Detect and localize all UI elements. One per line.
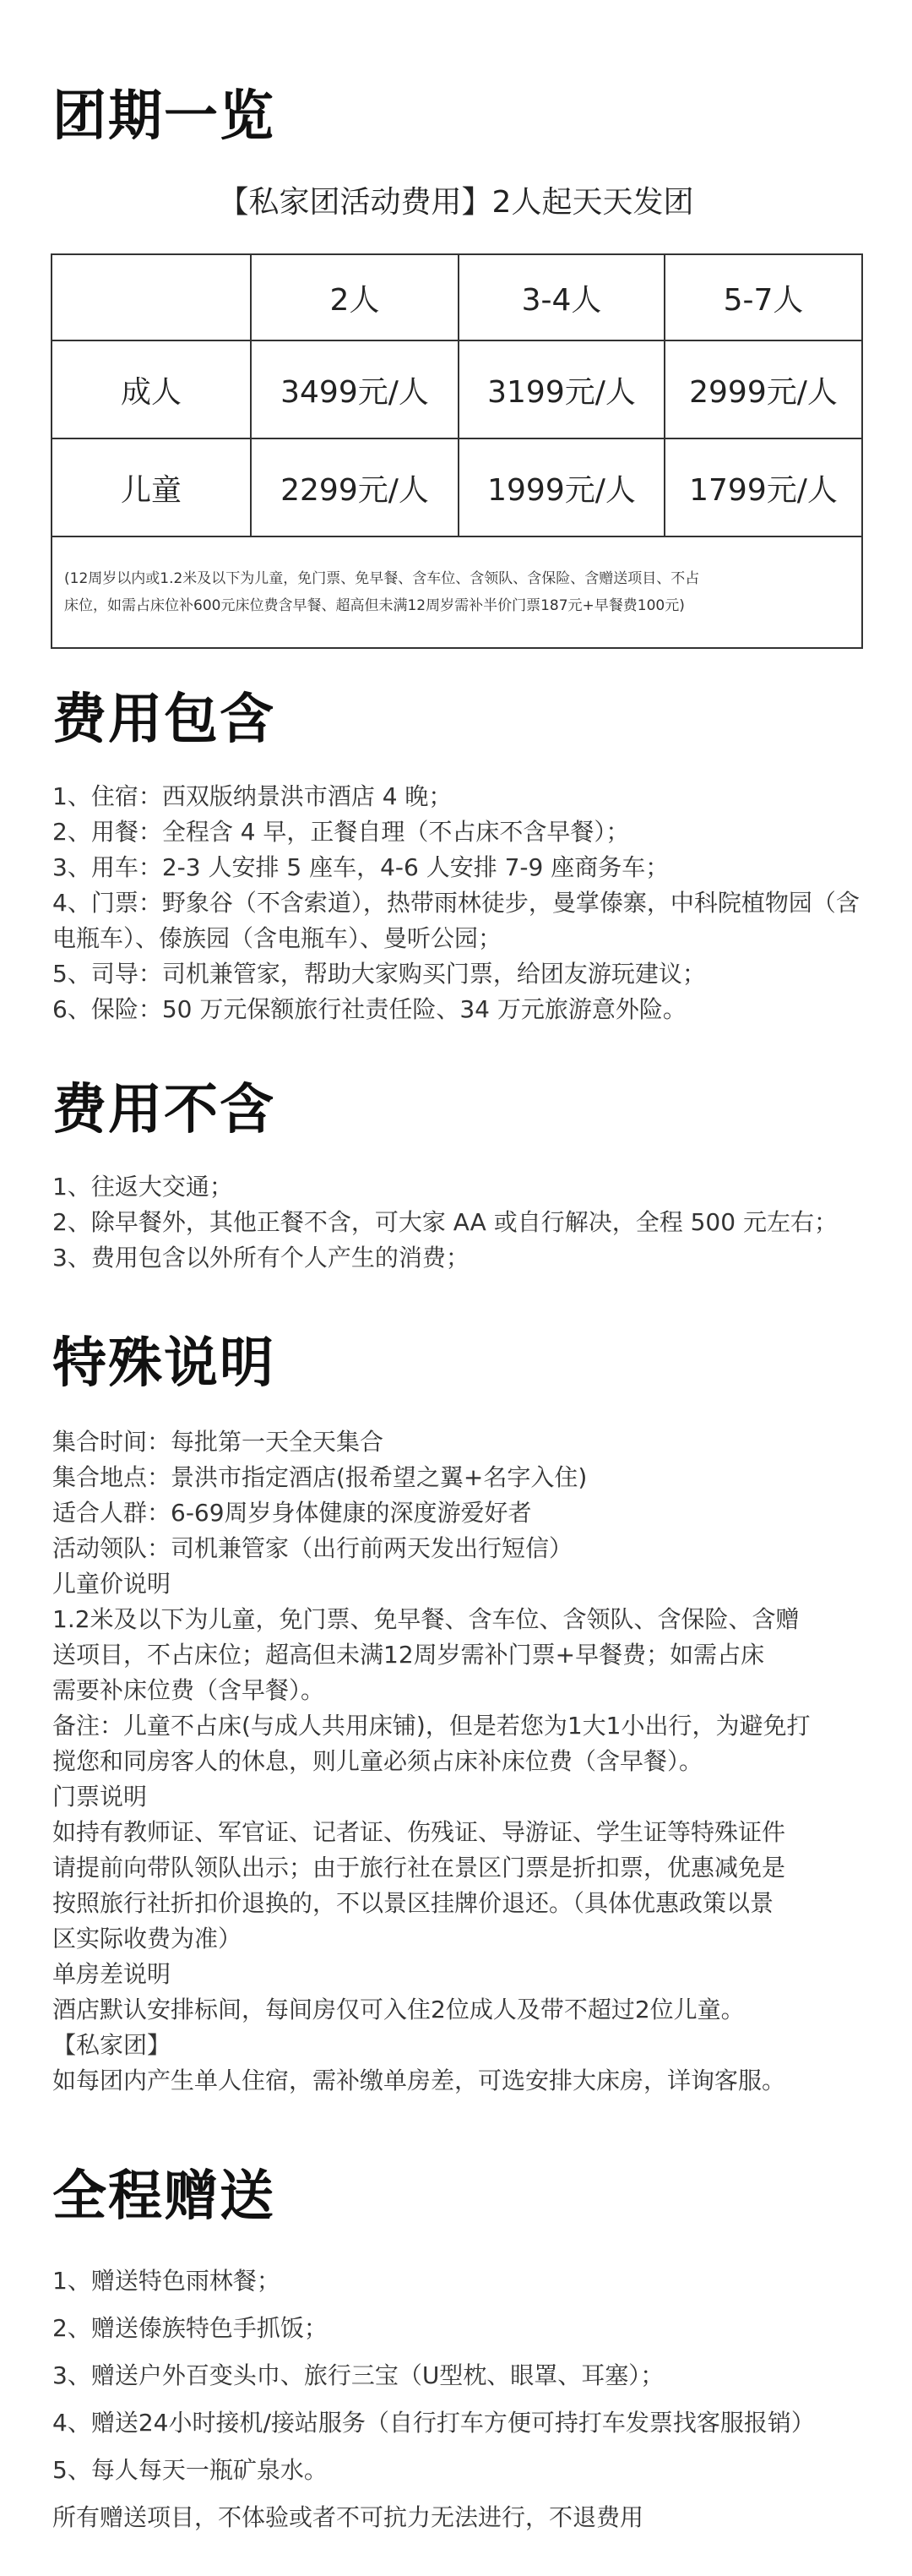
- note-line: 床位，如需占床位补600元床位费含早餐、超高但未满12周岁需补半价门票187元+早餐费100元): [64, 597, 685, 614]
- list-item: 1、往返大交通；: [52, 1173, 233, 1201]
- list-item: 4、门票：野象谷（不含索道），热带雨林徒步，曼掌傣寨，中科院植物园（含: [52, 889, 860, 917]
- table-header-cell: [52, 254, 251, 340]
- table-header-row: [52, 254, 862, 340]
- note-line: 如每团内产生单人住宿，需补缴单房差，可选安排大床房，详询客服。: [52, 2067, 786, 2094]
- table-row: [52, 340, 862, 438]
- excluded-title: 费用不含: [52, 1078, 275, 1141]
- note-heading: 门票说明: [52, 1783, 148, 1811]
- note-line: (12周岁以内或1.2米及以下为儿童，免门票、免早餐、含车位、含领队、含保险、含赠送项目、不占: [64, 570, 700, 587]
- price-table: [51, 253, 863, 649]
- list-item: 5、每人每天一瓶矿泉水。: [52, 2456, 328, 2484]
- price-subtitle: 【私家团活动费用】2人起天天发团: [218, 185, 694, 220]
- table-note-row: [52, 536, 862, 648]
- note-line: 备注：儿童不占床(与成人共用床铺)，但是若您为1大1小出行，为避免打: [52, 1712, 811, 1740]
- list-item: 5、司导：司机兼管家，帮助大家购买门票，给团友游玩建议；: [52, 960, 706, 988]
- note-line: 活动领队：司机兼管家（出行前两天发出行短信）: [52, 1534, 573, 1562]
- note-line: 按照旅行社折扣价退换的，不以景区挂牌价退还。（具体优惠政策以景: [52, 1889, 774, 1917]
- price-cell: 3199元/人: [459, 340, 665, 438]
- list-item: 2、除早餐外，其他正餐不含，可大家 AA 或自行解决，全程 500 元左右；: [52, 1208, 838, 1236]
- child-policy-note: [52, 536, 862, 648]
- row-label-child: 儿童: [52, 438, 251, 536]
- list-item: 1、住宿：西双版纳景洪市酒店 4 晚；: [52, 782, 453, 810]
- schedule-title: 团期一览: [52, 84, 275, 148]
- price-cell: 1999元/人: [459, 438, 665, 536]
- list-item: 4、赠送24小时接机/接站服务（自行打车方便可持打车发票找客服报销）: [52, 2409, 815, 2437]
- price-cell: 1799元/人: [665, 438, 862, 536]
- note-line: 酒店默认安排标间，每间房仅可入住2位成人及带不超过2位儿童。: [52, 1996, 745, 2023]
- note-heading: 单房差说明: [52, 1960, 171, 1988]
- note-line: 集合时间：每批第一天全天集合: [52, 1428, 384, 1456]
- note-line: 集合地点：景洪市指定酒店(报希望之翼+名字入住): [52, 1463, 588, 1491]
- list-item: 2、赠送傣族特色手抓饭；: [52, 2314, 328, 2342]
- list-item: 1、赠送特色雨林餐；: [52, 2267, 280, 2295]
- note-heading: 【私家团】: [52, 2031, 171, 2059]
- note-line: 1.2米及以下为儿童，免门票、免早餐、含车位、含领队、含保险、含赠: [52, 1605, 800, 1633]
- special-title: 特殊说明: [52, 1332, 275, 1395]
- special-notes: [52, 1424, 863, 2099]
- note-line: 区实际收费为准）: [52, 1925, 242, 1952]
- gifts-list: [52, 2257, 863, 2541]
- table-header-cell: 2人: [251, 254, 459, 340]
- gifts-footnote: 所有赠送项目，不体验或者不可抗力无法进行，不退费用: [52, 2503, 644, 2531]
- note-line: 适合人群：6-69周岁身体健康的深度游爱好者: [52, 1499, 532, 1527]
- price-cell: 2299元/人: [251, 438, 459, 536]
- note-line: 请提前向带队领队出示；由于旅行社在景区门票是折扣票，优惠减免是: [52, 1854, 786, 1882]
- note-line: 搅您和同房客人的休息，则儿童必须占床补床位费（含早餐）。: [52, 1747, 703, 1775]
- excluded-list: [52, 1169, 863, 1276]
- list-item: 2、用餐：全程含 4 早，正餐自理（不占床不含早餐）；: [52, 818, 630, 846]
- included-list: [52, 779, 863, 1027]
- gifts-title: 全程赠送: [52, 2165, 275, 2228]
- note-line: 需要补床位费（含早餐）。: [52, 1676, 325, 1704]
- table-row: [52, 438, 862, 536]
- list-item: 电瓶车）、傣族园（含电瓶车）、曼听公园；: [52, 924, 502, 952]
- table-header-cell: 3-4人: [459, 254, 665, 340]
- list-item: 3、赠送户外百变头巾、旅行三宝（U型枕、眼罩、耳塞）；: [52, 2361, 665, 2389]
- note-line: 送项目，不占床位；超高但未满12周岁需补门票+早餐费；如需占床: [52, 1641, 765, 1669]
- price-cell: 2999元/人: [665, 340, 862, 438]
- table-header-cell: 5-7人: [665, 254, 862, 340]
- included-title: 费用包含: [52, 688, 275, 751]
- note-line: 如持有教师证、军官证、记者证、伤残证、导游证、学生证等特殊证件: [52, 1818, 786, 1846]
- note-heading: 儿童价说明: [52, 1570, 171, 1598]
- list-item: 3、用车：2-3 人安排 5 座车，4-6 人安排 7-9 座商务车；: [52, 853, 670, 881]
- list-item: 6、保险：50 万元保额旅行社责任险、34 万元旅游意外险。: [52, 995, 687, 1023]
- list-item: 3、费用包含以外所有个人产生的消费；: [52, 1244, 470, 1272]
- price-cell: 3499元/人: [251, 340, 459, 438]
- row-label-adult: 成人: [52, 340, 251, 438]
